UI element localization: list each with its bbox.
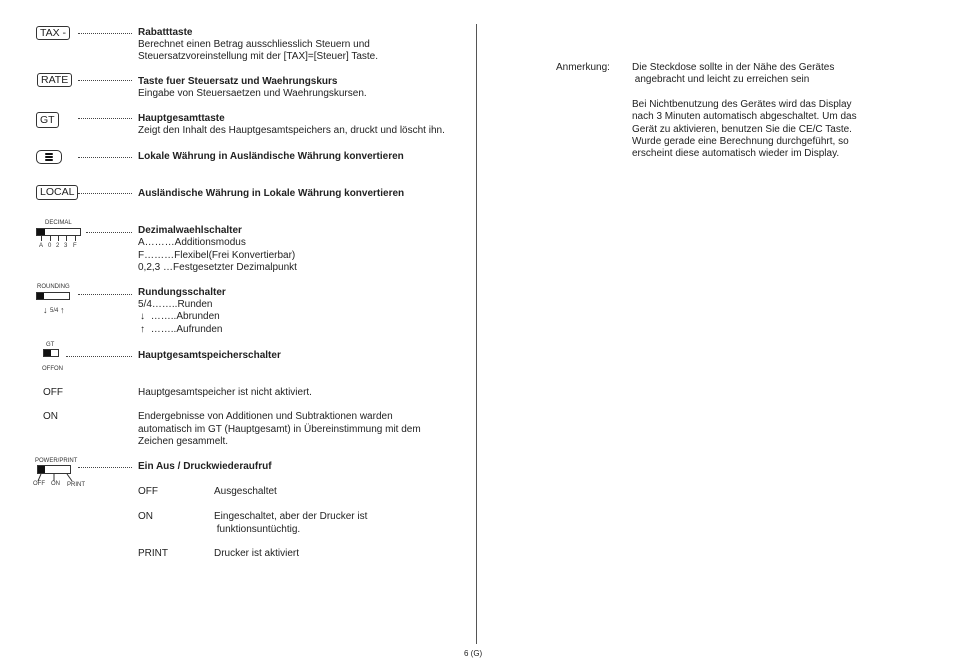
rounding-title: Rundungsschalter xyxy=(138,287,226,298)
power-pos-off: OFF xyxy=(33,481,45,487)
local-key-icon: LOCAL xyxy=(36,185,78,200)
gt-desc: Zeigt den Inhalt des Hauptgesamtspeichers an, druckt und löscht ihn. xyxy=(138,125,445,136)
leader-dots xyxy=(78,118,132,119)
power-on-desc-2: funktionsuntüchtig. xyxy=(214,524,301,535)
round-up-arrow-icon: ↑ xyxy=(140,324,145,335)
gt-on-desc-1: Endergebnisse von Additionen und Subtraktionen warden xyxy=(138,411,393,422)
gt-switch-title: Hauptgesamtspeicherschalter xyxy=(138,350,281,361)
decimal-title: Dezimalwaehlschalter xyxy=(138,225,242,236)
leader-dots xyxy=(78,294,132,295)
round-up-arrow-icon: ↑ xyxy=(60,305,65,315)
gt-on-desc-2: automatisch im GT (Hauptgesamt) in Übereinstimmung mit dem xyxy=(138,424,421,435)
display-note-1: Bei Nichtbenutzung des Gerätes wird das Display xyxy=(632,99,852,110)
decimal-pos-0: 0 xyxy=(48,243,52,249)
note-text-1: Die Steckdose sollte in der Nähe des Gerätes xyxy=(632,62,835,73)
column-divider xyxy=(476,24,477,644)
power-print-label: PRINT xyxy=(138,548,168,559)
gt-on-label: ON xyxy=(43,411,58,422)
power-switch-icon xyxy=(37,465,71,474)
rounding-desc-1: 5/4……..Runden xyxy=(138,299,213,310)
decimal-desc-3: 0,2,3 …Festgesetzter Dezimalpunkt xyxy=(138,262,297,273)
display-note-3: Gerät zu aktivieren, benutzen Sie die CE/C Taste. xyxy=(632,124,852,135)
leader-dots xyxy=(66,356,132,357)
leader-dots xyxy=(78,193,132,194)
gt-switch-label: GT xyxy=(46,342,55,348)
power-on-desc-1: Eingeschaltet, aber der Drucker ist xyxy=(214,511,368,522)
rate-desc: Eingabe von Steuersaetzen und Waehrungskursen. xyxy=(138,88,367,99)
decimal-switch-label: DECIMAL xyxy=(45,220,72,226)
round-down-arrow-icon: ↓ xyxy=(140,311,145,322)
gt-switch-on: ON xyxy=(54,366,63,372)
leader-dots xyxy=(78,467,132,468)
decimal-pos-a: A xyxy=(39,243,44,249)
rabatttaste-title: Rabatttaste xyxy=(138,27,193,38)
rabatttaste-desc-1: Berechnet einen Betrag ausschliesslich Steuern und xyxy=(138,39,370,50)
tax-minus-key-icon: TAX - xyxy=(36,26,70,40)
decimal-switch-icon xyxy=(36,228,81,236)
display-note-5: erscheint diese automatisch wieder im Display. xyxy=(632,148,840,159)
gt-title: Hauptgesamttaste xyxy=(138,113,225,124)
currency-convert-key-icon xyxy=(36,150,62,164)
page-number: 6 (G) xyxy=(464,649,483,658)
power-pos-print: PRINT xyxy=(67,482,85,488)
power-switch-label: POWER/PRINT xyxy=(35,458,78,464)
gt-off-desc: Hauptgesamtspeicher ist nicht aktiviert. xyxy=(138,387,312,398)
decimal-desc-1: A………Additionsmodus xyxy=(138,237,246,248)
leader-dots xyxy=(86,232,132,233)
note-label: Anmerkung: xyxy=(556,62,610,73)
rounding-desc-3: ……..Aufrunden xyxy=(148,324,223,335)
power-on-label: ON xyxy=(138,511,153,522)
rounding-switch-label: ROUNDING xyxy=(37,284,70,290)
decimal-pos-f: F xyxy=(73,243,77,249)
power-print-desc: Drucker ist aktiviert xyxy=(214,548,300,559)
gt-off-label: OFF xyxy=(43,387,63,398)
round-down-arrow-icon: ↓ xyxy=(43,305,48,315)
gt-switch-off: OFF xyxy=(42,366,54,372)
leader-dots xyxy=(78,157,132,158)
power-title: Ein Aus / Druckwiederaufruf xyxy=(138,461,272,472)
gt-switch-icon xyxy=(43,349,59,357)
display-note-4: Wurde gerade eine Berechnung durchgeführt, so xyxy=(632,136,849,147)
leader-dots xyxy=(78,80,132,81)
decimal-pos-3: 3 xyxy=(64,243,68,249)
rabatttaste-desc-2: Steuersatzvoreinstellung mit der [TAX]=[Steuer] Taste. xyxy=(138,51,379,62)
gt-key-icon: GT xyxy=(36,112,59,128)
power-off-desc: Ausgeschaltet xyxy=(214,486,277,497)
gt-on-desc-3: Zeichen gesammelt. xyxy=(138,436,229,447)
display-note-2: nach 3 Minuten automatisch abgeschaltet. Um das xyxy=(632,111,857,122)
leader-dots xyxy=(78,33,132,34)
rounding-desc-2: ……..Abrunden xyxy=(148,311,220,322)
local-to-foreign-title: Lokale Währung in Ausländische Währung konvertieren xyxy=(138,151,404,162)
rate-key-icon: RATE xyxy=(37,73,72,87)
note-text-2: angebracht und leicht zu erreichen sein xyxy=(632,74,810,85)
power-off-label: OFF xyxy=(138,486,158,497)
power-pos-on: ON xyxy=(51,481,60,487)
rounding-switch-icon xyxy=(36,292,70,300)
foreign-to-local-title: Ausländische Währung in Lokale Währung konvertieren xyxy=(138,188,405,199)
decimal-desc-2: F………Flexibel(Frei Konvertierbar) xyxy=(138,250,296,261)
rounding-middle-label: 5/4 xyxy=(50,308,59,314)
rate-title: Taste fuer Steuersatz und Waehrungskurs xyxy=(138,76,338,87)
decimal-pos-2: 2 xyxy=(56,243,60,249)
